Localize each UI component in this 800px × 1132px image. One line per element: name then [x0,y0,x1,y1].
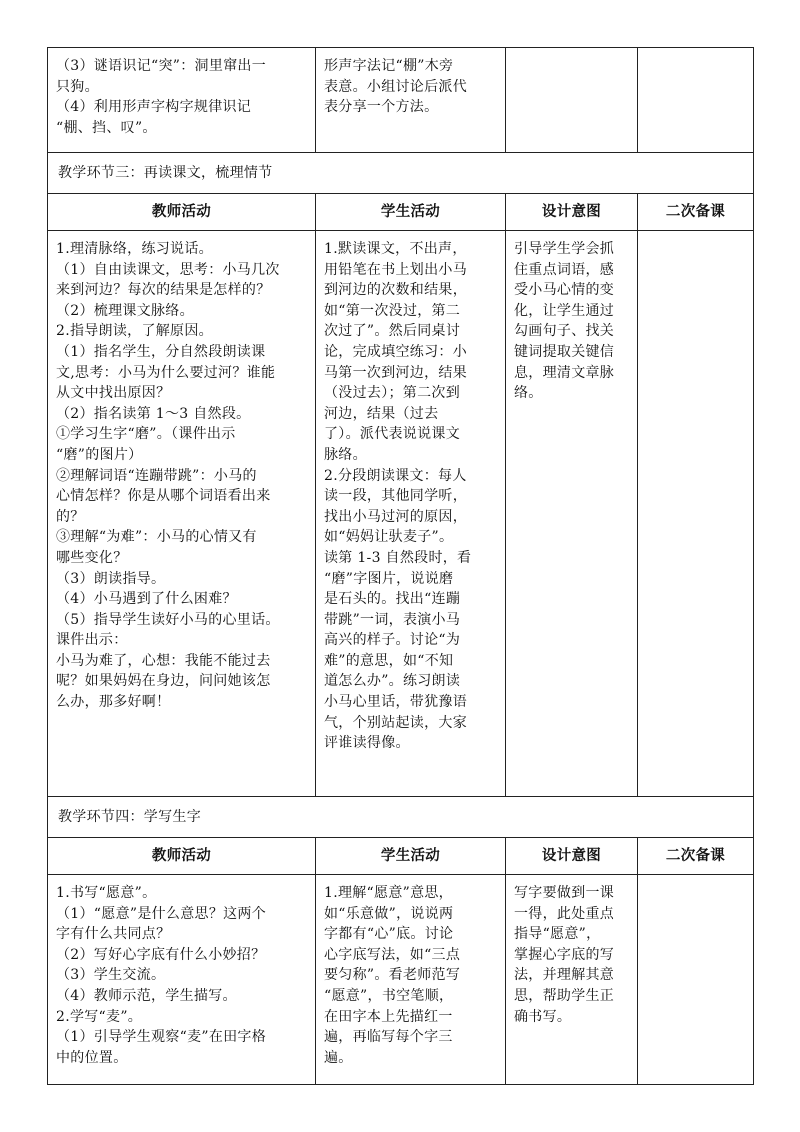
text-line: 受小马心情的变 [514,282,615,299]
header-student-activity: 学生活动 [316,838,506,875]
text-line: （5）指导学生读好小马的心里话。 [56,611,280,628]
text-line: 评谁读得像。 [324,735,410,752]
text-line: 脉络。 [324,446,367,463]
text-line: 形声字法记“棚”木旁 [324,58,454,74]
text-line: （1）“愿意”是什么意思？这两个 [56,905,267,922]
text-line: 心字底写法，如“三点 [324,946,461,963]
text-line: 河边，结果（过去 [324,405,439,422]
section-three-title: 教学环节三：再读课文，梳理情节 [48,153,754,194]
text-line: 字有什么共同点？ [56,926,171,943]
student-activity-cell [316,48,506,153]
text-line: 读第 1-3 自然段时，看 [324,549,472,566]
text-line: （3）学生交流。 [56,967,166,984]
text-line: 1.默读课文，不出声， [324,241,467,257]
text-line: （3）谜语识记“突”：洞里窜出一 [56,58,267,74]
text-line: 用铅笔在书上划出小马 [324,261,467,278]
text-line: ③理解“为难”：小马的心情又有 [56,529,257,546]
lesson-plan-page [47,47,753,1085]
lesson-plan-table [47,47,754,1085]
text-line: （3）朗读指导。 [56,570,166,587]
text-line: 难”的意思，如“不知 [324,652,454,669]
text-line: 1.书写“愿意”。 [56,885,157,901]
text-line: （2）指名读第 1～3 自然段。 [56,405,251,422]
text-line: 找出小马过河的原因， [324,508,467,525]
text-line: 字都有“心”底。讨论 [324,926,454,943]
header-teacher-activity: 教师活动 [48,838,316,875]
text-line: 来到河边？每次的结果是怎样的？ [56,282,271,299]
text-line: 么办，那多好啊！ [56,694,171,711]
second-prep-cell [638,875,754,1085]
text-line: ②理解词语“连蹦带跳”：小马的 [56,467,257,484]
text-line: 1.理解“愿意”意思， [324,885,453,901]
text-line: 表意。小组讨论后派代 [324,78,467,95]
text-line: 到河边的次数和结果， [324,282,467,299]
teacher-activity-cell [48,48,316,153]
text-line: 勾画句子、找关 [514,323,615,340]
section-three-header-row [48,194,754,231]
text-line: 确书写。 [514,1008,572,1025]
header-teacher-activity: 教师活动 [48,194,316,231]
text-line: 一得，此处重点 [514,905,615,922]
text-line: ①学习生字“磨”。（课件出示 [56,426,236,443]
text-line: 化，让学生通过 [514,302,615,319]
text-line: 如“妈妈让驮麦子”。 [324,529,454,546]
continuation-row [48,48,754,153]
text-line: 要匀称”。看老师范写 [324,967,461,984]
design-intent-cell [506,48,638,153]
teacher-activity-cell [48,231,316,797]
student-activity-cell [316,875,506,1085]
text-line: 的？ [56,508,85,525]
text-line: 表分享一个方法。 [324,99,439,116]
section-three-content-row [48,231,754,797]
student-activity-cell [316,231,506,797]
section-three-title-row [48,153,754,194]
text-line: 呢？如果妈妈在身边，问问她该怎 [56,673,271,690]
text-line: 文,思考：小马为什么要过河？谁能 [56,364,276,381]
teacher-activity-cell [48,875,316,1085]
text-line: “棚、挡、叹”。 [56,119,157,136]
text-line: 只狗。 [56,78,99,95]
text-line: 思，帮助学生正 [514,987,615,1004]
text-line: （4）小马遇到了什么困难？ [56,591,237,608]
text-line: 课件出示： [56,632,128,649]
text-line: 法，并理解其意 [514,967,615,984]
text-line: “磨”字图片，说说磨 [324,570,454,587]
text-line: 马第一次到河边，结果 [324,364,467,381]
design-intent-cell [506,231,638,797]
text-line: 引导学生学会抓 [514,241,615,257]
text-line: 是石头的。找出“连蹦 [324,591,461,608]
text-line: 遍。 [324,1049,353,1066]
text-line: 键词提取关键信 [514,343,615,360]
second-prep-cell [638,48,754,153]
text-line: （2）写好心字底有什么小妙招？ [56,946,266,963]
section-four-header-row [48,838,754,875]
section-four-title: 教学环节四：学写生字 [48,797,754,838]
text-line: 哪些变化？ [56,549,128,566]
text-line: 小马为难了，心想：我能不能过去 [56,652,271,669]
design-intent-cell [506,875,638,1085]
text-line: （1）引导学生观察“麦”在田字格 [56,1029,267,1046]
text-line: 如“乐意做”，说说两 [324,905,454,922]
text-line: 指导“愿意”， [514,926,601,943]
section-four-content-row [48,875,754,1085]
text-line: （没过去）；第二次到 [324,385,460,402]
text-line: （4）利用形声字构字规律识记 [56,99,252,116]
text-line: “愿意”，书空笔顺， [324,987,454,1004]
text-line: 读一段，其他同学听， [324,488,467,505]
text-line: 带跳”一词，表演小马 [324,611,461,628]
text-line: 息，理清文章脉 [514,364,615,381]
text-line: 了）。派代表说说课文 [324,426,460,443]
text-line: 中的位置。 [56,1049,128,1066]
header-design-intent: 设计意图 [506,194,638,231]
text-line: （1）指名学生，分自然段朗读课 [56,343,266,360]
second-prep-cell [638,231,754,797]
text-line: 络。 [514,385,543,402]
text-line: 道怎么办”。练习朗读 [324,673,461,690]
text-line: 掌握心字底的写 [514,946,615,963]
text-line: 心情怎样？你是从哪个词语看出来 [56,488,271,505]
text-line: 次过了”。然后同桌讨 [324,323,461,340]
text-line: 2.学写“麦”。 [56,1008,143,1025]
header-design-intent: 设计意图 [506,838,638,875]
text-line: （2）梳理课文脉络。 [56,302,194,319]
text-line: 写字要做到一课 [514,885,615,901]
header-second-prep: 二次备课 [638,838,754,875]
text-line: 小马心里话，带犹豫语 [324,694,467,711]
header-second-prep: 二次备课 [638,194,754,231]
text-line: “磨”的图片） [56,446,143,463]
text-line: 2.指导朗读，了解原因。 [56,323,213,340]
text-line: （1）自由读课文，思考：小马几次 [56,261,280,278]
text-line: 住重点词语，感 [514,261,615,278]
text-line: 高兴的样子。讨论“为 [324,632,461,649]
text-line: 气，个别站起读，大家 [324,714,467,731]
section-four-title-row [48,797,754,838]
text-line: 遍，再临写每个字三 [324,1029,453,1046]
text-line: 如“第一次没过，第二 [324,302,461,319]
text-line: 论，完成填空练习：小 [324,343,467,360]
text-line: 2.分段朗读课文：每人 [324,467,467,484]
text-line: （4）教师示范，学生描写。 [56,987,237,1004]
header-student-activity: 学生活动 [316,194,506,231]
text-line: 1.理清脉络，练习说话。 [56,241,213,257]
text-line: 从文中找出原因？ [56,385,171,402]
text-line: 在田字本上先描红一 [324,1008,453,1025]
